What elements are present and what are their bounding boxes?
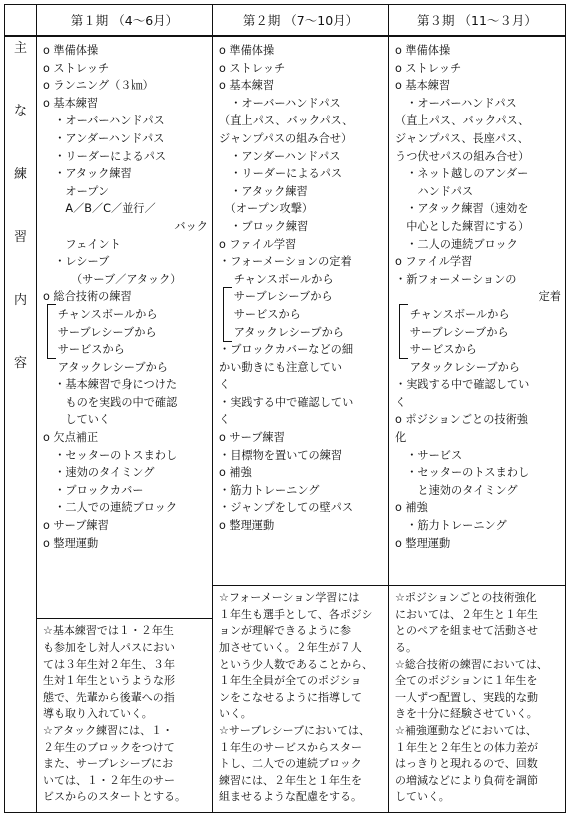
note-line: ２年生のブロックをつけて [43,740,175,754]
content-line: o 整理運動 [219,519,275,533]
content-line: o サーブ練習 [219,431,285,445]
content-line: （直上パス、バックパス、 [219,114,354,128]
content-line: ・筋力トレーニング [219,483,320,497]
bracket-mark [223,287,232,342]
content-line: o 欠点補正 [43,431,99,445]
note-line: においては、２年生と１年生 [395,607,538,621]
content-line: く [395,395,407,409]
period-3-header: 第３期 （11～３月） [389,5,566,37]
content-line: ・アンダーハンドパス [219,149,341,163]
row-heading-char: 容 [13,356,27,371]
content-line: ・アンダーハンドパス [43,131,165,145]
content-line: バック [174,219,208,233]
content-line: o 準備体操 [43,44,99,57]
bracket-mark [47,304,56,359]
note-line: していく。 [395,790,450,804]
note-line: ☆フォーメーション学習には [219,591,360,605]
content-line: と速効のタイミング [395,483,518,497]
content-line: o 補強 [219,466,252,480]
note-line: また、サーブレシーブにお [43,757,174,771]
content-line: ・アタック練習（速効を [395,202,529,216]
content-row [5,36,566,813]
note-line: ☆総合技術の練習においては、 [395,657,548,671]
content-line: く [219,378,231,392]
content-line: アタックレシーブから [395,360,520,374]
content-line: オープン [43,184,110,198]
note-line: 全てのポジションに１年生を [395,674,538,688]
content-line: o サーブ練習 [43,519,109,533]
content-line: ものを実践の中で確認 [43,395,178,409]
note-line: 導も取り入れていく。 [43,707,153,721]
note-line: の増減などにより負荷を調節 [395,773,538,787]
content-line: ・アタック練習 [219,184,308,198]
note-line: はっきりと現れるので、回数 [395,757,538,771]
note-line: ☆アタック練習には、１・ [43,724,174,738]
content-line: ・ブロックカバーなどの細 [219,343,354,357]
note-line: とのペアを組ませて活動させ [395,624,538,638]
bracket-mark [399,304,408,359]
content-line: サービスから [395,343,477,357]
note-line: トし、二人での連続ブロック [219,757,362,771]
note-line: 生対１年生というような形 [43,674,175,688]
note-line: ては３年生対２年生、３年 [43,657,175,671]
note-line: １年生も選手として、各ポジシ [219,607,373,621]
content-line: ・二人の連続ブロック [395,237,518,251]
content-line: ・サービス [395,448,463,462]
content-line: o ファイル学習 [395,255,473,269]
content-line: ・実践する中で確認してい [219,395,354,409]
period-2-notes [213,585,388,812]
content-line: ジャンプパス、長座パス、 [395,131,529,145]
content-line: ジャンプパスの組み合せ） [219,131,353,145]
content-line: ハンドパス [395,184,474,198]
content-line: o ファイル学習 [219,237,297,251]
content-line: 定着 [538,290,561,304]
note-line: という少人数であることから、 [219,657,373,671]
content-line: アタックレシーブから [219,325,344,339]
content-line: A／B／C／並行／ [43,202,156,216]
period-1-notes [37,618,212,812]
content-line: 化 [395,431,407,445]
row-heading-char: 内 [13,293,27,308]
note-line: 加させていく。２年生が７人 [219,641,362,655]
note-line: 態で、先輩から後輩への指 [43,690,175,704]
content-line: フェイント [43,237,121,251]
note-line: ビスからのスタートとする。 [43,790,186,804]
content-line: ・アタック練習 [43,167,132,181]
content-line: ・セッターのトスまわし [395,466,530,480]
content-line: o ランニング（３㎞） [43,79,154,93]
note-line: も参加をし対人パスにおい [43,641,175,655]
content-line: サーブレシーブから [43,325,157,339]
training-plan-table [4,4,566,813]
note-line: １年生全員が全てのポジショ [219,674,362,688]
period-1-cell [37,36,213,813]
period-3-content [389,37,565,552]
content-line: o ポジションごとの技術強 [395,413,528,427]
content-line: ・レシーブ [43,255,110,269]
content-line: o 補強 [395,501,428,515]
content-line: ・ブロック練習 [219,219,309,233]
content-line: ・二人での連続ブロック [43,501,178,515]
row-heading-char: な [13,104,27,119]
content-line: サーブレシーブから [219,290,333,304]
content-line: ・リーダーによるパス [219,167,343,181]
row-heading-char: 習 [13,230,27,245]
content-line: チャンスボールから [219,272,334,286]
content-line: ・オーバーハンドパス [219,96,341,110]
content-line: サービスから [43,343,125,357]
note-line: ンをこなせるように指導して [219,690,362,704]
content-line: ・セッターのトスまわし [43,448,178,462]
period-1-header: 第１期 （4～6月） [37,5,213,37]
row-heading [5,36,37,813]
content-line: うつ伏せパスの組み合せ） [395,149,530,163]
period-2-content [213,37,388,535]
note-line: １年生のサービスからスター [219,740,362,754]
content-line: ・フォーメーションの定着 [219,255,352,269]
note-line: 練習には、２年生と１年生を [219,773,362,787]
note-line: １年生と２年生との体力差が [395,740,538,754]
content-line: （オープン攻撃） [219,202,314,216]
content-line: ・新フォーメーションの [395,272,517,286]
content-line: o 準備体操 [395,44,451,57]
content-line: ・リーダーによるパス [43,149,167,163]
note-line: いく。 [219,707,252,721]
content-line: （直上パス、バックパス、 [395,114,530,128]
note-line: 組ませるような配慮をする。 [219,790,362,804]
content-line: チャンスボールから [395,307,510,321]
content-line: サービスから [219,307,301,321]
content-line: ・ブロックカバー [43,483,144,497]
note-line: いては、１・２年生のサー [43,773,175,787]
content-line: o 整理運動 [395,536,451,550]
content-line: かい動きにも注意してい [219,360,343,374]
content-line: ・筋力トレーニング [395,519,507,533]
note-line: ョンが理解できるように参 [219,624,351,638]
content-line: ・オーバーハンドパス [43,114,165,128]
content-line: ・速効のタイミング [43,466,155,480]
content-line: o 総合技術の練習 [43,290,132,304]
content-line: o ストレッチ [43,61,110,75]
note-line: ☆サーブレシーブにおいては、 [219,724,371,738]
row-heading-char: 練 [13,167,27,182]
period-1-content [37,37,212,552]
note-line: 一人ずつ配置し、実践的な動 [395,690,538,704]
content-line: o ストレッチ [395,61,462,75]
content-line: ・目標物を置いての練習 [219,448,343,462]
content-line: o 基本練習 [219,79,275,93]
content-line: o 準備体操 [219,44,275,57]
content-line: ・オーバーハンドパス [395,96,517,110]
content-line: （サーブ／アタック） [43,272,182,286]
content-line: o 基本練習 [395,79,451,93]
content-line: o 基本練習 [43,96,99,110]
content-line: 中心とした練習にする） [395,219,530,233]
note-line: ☆補強運動などにおいては、 [395,724,537,738]
note-line: ☆ポジションごとの技術強化 [395,591,537,605]
content-line: ・基本練習で身につけた [43,378,178,392]
note-line: る。 [395,641,417,655]
content-line: o 整理運動 [43,536,99,550]
content-line: ・ネット越しのアンダー [395,167,529,181]
content-line: していく [43,413,111,427]
corner-cell [5,5,37,37]
period-2-cell [213,36,389,813]
content-line: チャンスボールから [43,307,158,321]
note-line: きを十分に経験させていく。 [395,707,538,721]
content-line: ・ジャンプをしての壁パス [219,501,354,515]
content-line: アタックレシーブから [43,360,168,374]
period-3-cell [389,36,566,813]
header-row [5,5,566,37]
content-line: ・実践する中で確認してい [395,378,530,392]
content-line: く [219,413,231,427]
content-line: o ストレッチ [219,61,286,75]
row-heading-char: 主 [13,41,27,56]
note-line: ☆基本練習では１・２年生 [43,624,174,638]
period-2-header: 第２期 （7～10月） [213,5,389,37]
content-line: サーブレシーブから [395,325,509,339]
period-3-notes [389,585,565,812]
